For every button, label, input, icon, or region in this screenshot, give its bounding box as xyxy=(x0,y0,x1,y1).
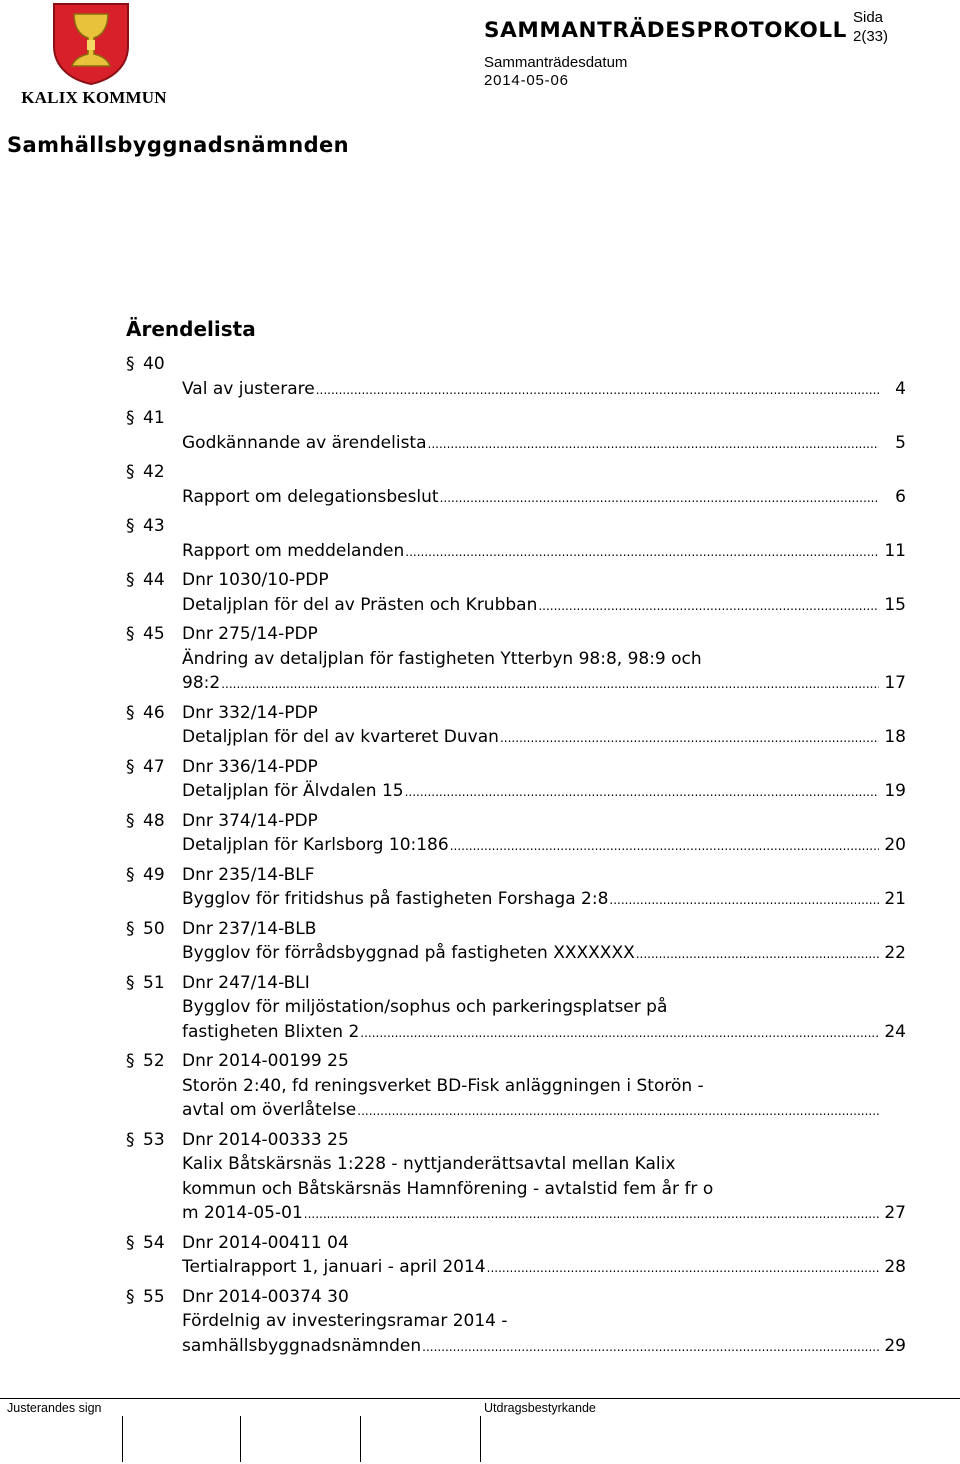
paragraph-sign: § xyxy=(126,1129,135,1150)
agenda-item xyxy=(126,971,906,1046)
agenda-item-page: 27 xyxy=(884,1203,906,1223)
agenda-item-title: Kalix Båtskärsnäs 1:228 - nyttjanderättsavtal mellan Kalix xyxy=(182,1154,676,1174)
agenda-item xyxy=(126,514,906,564)
agenda-item-number: 48 xyxy=(143,810,165,831)
dot-leader xyxy=(636,942,879,967)
agenda-item-title: Fördelnig av investeringsramar 2014 - xyxy=(182,1311,508,1331)
agenda-item-title: fastigheten Blixten 2 xyxy=(182,1021,360,1042)
dot-leader xyxy=(440,486,879,511)
agenda-item-title: Bygglov för miljöstation/sophus och parkeringsplatser på xyxy=(182,997,668,1017)
page-value: 2(33) xyxy=(853,28,889,45)
agenda-item-title xyxy=(182,354,187,374)
paragraph-sign: § xyxy=(126,1232,135,1253)
agenda-item-title: Detaljplan för del av Prästen och Krubban xyxy=(182,594,538,615)
agenda-item-page: 4 xyxy=(895,378,906,399)
agenda-item-title xyxy=(182,408,187,428)
agenda-heading: Ärendelista xyxy=(126,317,256,341)
agenda-item-page: 29 xyxy=(884,1335,906,1356)
agenda-item xyxy=(126,917,906,967)
agenda-item-page: 15 xyxy=(884,594,906,615)
document-title: SAMMANTRÄDESPROTOKOLL xyxy=(484,18,847,43)
coat-of-arms-icon xyxy=(50,2,132,86)
agenda-item-number: 53 xyxy=(143,1129,165,1150)
agenda-item-dnr: Dnr 1030/10-PDP xyxy=(182,570,329,590)
agenda-item-page: 24 xyxy=(884,1021,906,1042)
utdragsbestyrkande-label: Utdragsbestyrkande xyxy=(484,1401,596,1415)
agenda-item-title: m 2014-05-01 xyxy=(182,1203,303,1223)
agenda-item-number: 44 xyxy=(143,570,165,590)
agenda-item-title: Detaljplan för Karlsborg 10:186 xyxy=(182,835,449,855)
dot-leader xyxy=(405,780,879,805)
agenda-item-number: 40 xyxy=(143,354,165,374)
agenda-item-dnr: Dnr 247/14-BLI xyxy=(182,972,310,993)
agenda-item-title: Tertialrapport 1, januari - april 2014 xyxy=(182,1257,486,1277)
footer xyxy=(0,1398,960,1464)
agenda-item-dnr: Dnr 374/14-PDP xyxy=(182,810,318,831)
agenda-item-title: Val av justerare xyxy=(182,378,315,399)
agenda-item-number: 46 xyxy=(143,702,165,723)
agenda-item-number: 43 xyxy=(143,516,165,536)
agenda-item-title: Ändring av detaljplan för fastigheten Ytterbyn 98:8, 98:9 och xyxy=(182,648,702,669)
dot-leader xyxy=(357,1099,879,1124)
agenda-item-number: 54 xyxy=(143,1232,165,1253)
agenda-item-number: 51 xyxy=(143,972,165,993)
agenda-item xyxy=(126,1128,906,1227)
dot-leader xyxy=(487,1256,879,1281)
agenda-item-dnr: Dnr 237/14-BLB xyxy=(182,918,317,939)
agenda-item-title: Detaljplan för del av kvarteret Duvan xyxy=(182,727,499,747)
agenda-item-page: 5 xyxy=(895,432,906,453)
agenda-item-page: 19 xyxy=(884,781,906,801)
dot-leader xyxy=(428,432,879,457)
agenda-item xyxy=(126,863,906,913)
dot-leader xyxy=(538,594,879,619)
agenda-item xyxy=(126,1231,906,1281)
agenda-item-title: 98:2 xyxy=(182,673,221,693)
agenda-item xyxy=(126,622,906,697)
paragraph-sign: § xyxy=(126,570,135,590)
dot-leader xyxy=(450,834,879,859)
organization-name: Samhällsbyggnadsnämnden xyxy=(7,133,350,157)
agenda-item-dnr: Dnr 275/14-PDP xyxy=(182,624,318,644)
paragraph-sign: § xyxy=(126,702,135,723)
paragraph-sign: § xyxy=(126,972,135,993)
signature-divider xyxy=(480,1416,481,1462)
agenda-item-title: samhällsbyggnadsnämnden xyxy=(182,1335,422,1356)
agenda-item xyxy=(126,1285,906,1360)
agenda-item xyxy=(126,460,906,510)
agenda-item-dnr: Dnr 2014-00333 25 xyxy=(182,1129,349,1150)
agenda-item-dnr: Dnr 336/14-PDP xyxy=(182,756,318,777)
agenda-item-number: 52 xyxy=(143,1051,165,1071)
paragraph-sign: § xyxy=(126,408,135,428)
paragraph-sign: § xyxy=(126,810,135,831)
agenda-item-title: Bygglov för fritidshus på fastigheten Forshaga 2:8 xyxy=(182,889,609,909)
dot-leader xyxy=(221,672,879,697)
paragraph-sign: § xyxy=(126,918,135,939)
agenda-item xyxy=(126,809,906,859)
agenda-item-title: Bygglov för förrådsbyggnad på fastigheten XXXXXXX xyxy=(182,943,635,963)
agenda-item-number: 49 xyxy=(143,864,165,885)
agenda-item xyxy=(126,755,906,805)
agenda-item-dnr: Dnr 2014-00411 04 xyxy=(182,1232,349,1253)
agenda-item-dnr: Dnr 2014-00199 25 xyxy=(182,1051,349,1071)
dot-leader xyxy=(304,1202,879,1227)
paragraph-sign: § xyxy=(126,864,135,885)
agenda-item-number: 47 xyxy=(143,756,165,777)
agenda-item-page: 6 xyxy=(895,486,906,507)
dot-leader xyxy=(405,540,879,565)
signature-divider xyxy=(122,1416,123,1462)
agenda-item-title xyxy=(182,462,187,482)
agenda-item-page: 11 xyxy=(884,540,906,561)
agenda-item-title: Storön 2:40, fd reningsverket BD-Fisk anläggningen i Storön - xyxy=(182,1075,704,1096)
signature-divider xyxy=(360,1416,361,1462)
dot-leader xyxy=(500,726,879,751)
agenda-item-title: kommun och Båtskärsnäs Hamnförening - avtalstid fem år fr o xyxy=(182,1178,714,1199)
page-label: Sida xyxy=(853,9,884,26)
paragraph-sign: § xyxy=(126,354,135,374)
agenda-item-number: 41 xyxy=(143,408,165,428)
meeting-date-label: Sammanträdesdatum xyxy=(484,54,628,71)
agenda-item-dnr: Dnr 235/14-BLF xyxy=(182,864,315,885)
agenda-item-number: 42 xyxy=(143,462,165,482)
agenda-item-page: 18 xyxy=(884,727,906,747)
agenda-item-dnr: Dnr 332/14-PDP xyxy=(182,702,318,723)
agenda-item-title xyxy=(182,516,187,536)
dot-leader xyxy=(422,1335,879,1360)
agenda-item-title: avtal om överlåtelse xyxy=(182,1100,357,1120)
agenda-item xyxy=(126,1049,906,1124)
justerandes-sign-label: Justerandes sign xyxy=(7,1401,102,1415)
dot-leader xyxy=(609,888,879,913)
agenda-item-page: 28 xyxy=(884,1257,906,1277)
dot-leader xyxy=(316,378,879,403)
agenda-item-page: 20 xyxy=(884,835,906,855)
agenda-item-title: Rapport om delegationsbeslut xyxy=(182,486,439,507)
agenda-item-title: Godkännande av ärendelista xyxy=(182,432,427,453)
agenda-item xyxy=(126,701,906,751)
paragraph-sign: § xyxy=(126,516,135,536)
paragraph-sign: § xyxy=(126,1051,135,1071)
agenda-item-number: 45 xyxy=(143,624,165,644)
dot-leader xyxy=(360,1021,879,1046)
agenda-item xyxy=(126,568,906,618)
agenda-item xyxy=(126,352,906,402)
paragraph-sign: § xyxy=(126,624,135,644)
paragraph-sign: § xyxy=(126,462,135,482)
logo-text: KALIX KOMMUN xyxy=(21,88,167,107)
agenda-list xyxy=(126,352,906,1359)
agenda-item-page: 21 xyxy=(884,889,906,909)
kalix-kommun-logo xyxy=(12,0,167,112)
agenda-item-title: Rapport om meddelanden xyxy=(182,540,405,561)
meeting-date-value: 2014-05-06 xyxy=(484,72,569,89)
agenda-item xyxy=(126,406,906,456)
agenda-item-title: Detaljplan för Älvdalen 15 xyxy=(182,781,404,801)
agenda-item-number: 55 xyxy=(143,1286,165,1307)
agenda-item-page: 22 xyxy=(884,943,906,963)
agenda-item-page: 17 xyxy=(884,673,906,693)
agenda-item-dnr: Dnr 2014-00374 30 xyxy=(182,1286,349,1307)
paragraph-sign: § xyxy=(126,756,135,777)
signature-divider xyxy=(240,1416,241,1462)
agenda-item-number: 50 xyxy=(143,918,165,939)
paragraph-sign: § xyxy=(126,1286,135,1307)
